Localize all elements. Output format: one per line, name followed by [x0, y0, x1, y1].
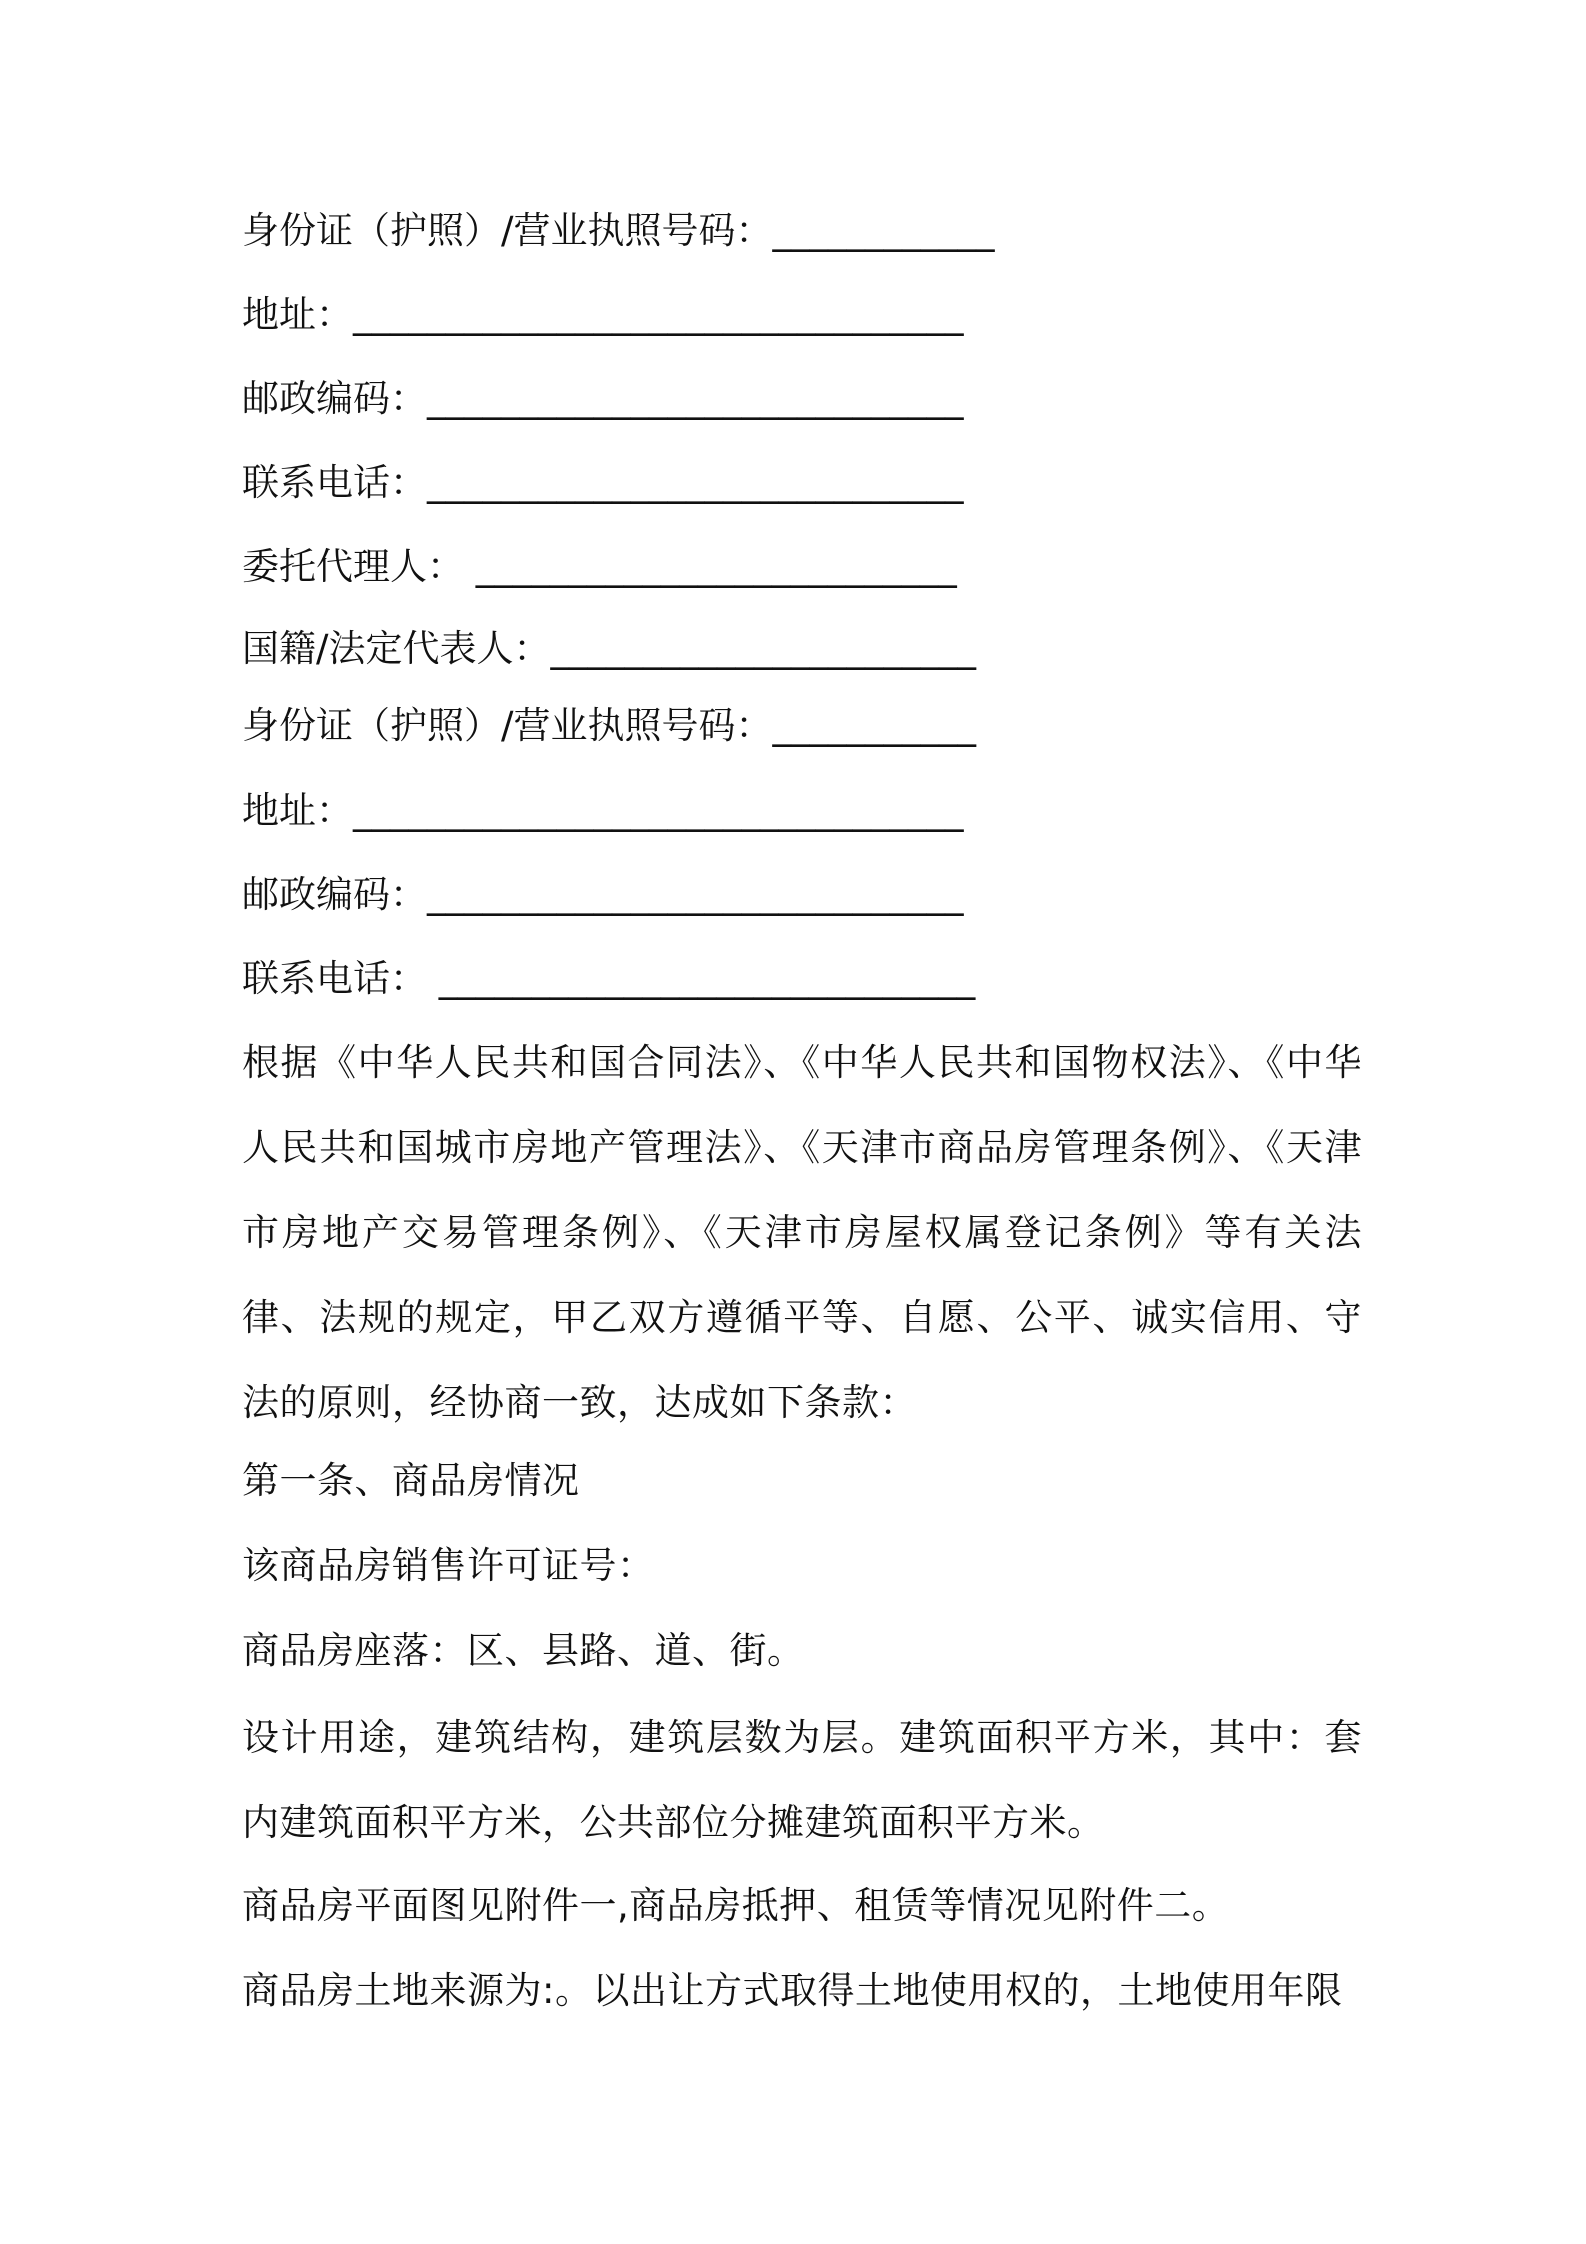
agent-postal-code-field: 邮政编码：_____________________________ — [242, 873, 964, 916]
agent-address-field: 地址：_________________________________ — [242, 789, 964, 832]
agent-field: 委托代理人： __________________________ — [242, 545, 957, 588]
nationality-representative-field: 国籍/法定代表人：_______________________ — [242, 627, 976, 670]
agent-phone-field: 联系电话： _____________________________ — [242, 957, 976, 1000]
id-number-field: 身份证（护照）/营业执照号码：____________ — [242, 209, 995, 252]
attachments-line: 商品房平面图见附件一,商品房抵押、租赁等情况见附件二。 — [242, 1884, 1230, 1927]
preamble-paragraph: 根据《中华人民共和国合同法》、《中华人民共和国物权法》、《中华人民共和国城市房地产管理法》、《天津市商品房管理条例》、《天津市房地产交易管理条例》、《天津市房屋权属登记条例》等有关法律、法规的规定，甲乙双方遵循平等、自愿、公平、诚实信用、守法的原则，经协商一致，达成如下条款： — [242, 1041, 1362, 1424]
address-field: 地址：_________________________________ — [242, 293, 964, 336]
land-source-line: 商品房土地来源为:。以出让方式取得土地使用权的，土地使用年限 — [242, 1969, 1343, 2012]
article-1-heading: 第一条、商品房情况 — [242, 1459, 580, 1502]
location-line: 商品房座落：区、县路、道、街。 — [242, 1629, 805, 1672]
postal-code-field: 邮政编码：_____________________________ — [242, 377, 964, 420]
sales-license-line: 该商品房销售许可证号： — [242, 1544, 655, 1587]
agent-id-number-field: 身份证（护照）/营业执照号码：___________ — [242, 704, 976, 747]
design-paragraph: 设计用途，建筑结构，建筑层数为层。建筑面积平方米，其中：套内建筑面积平方米，公共部位分摊建筑面积平方米。 — [242, 1716, 1362, 1844]
phone-field: 联系电话：_____________________________ — [242, 461, 964, 504]
